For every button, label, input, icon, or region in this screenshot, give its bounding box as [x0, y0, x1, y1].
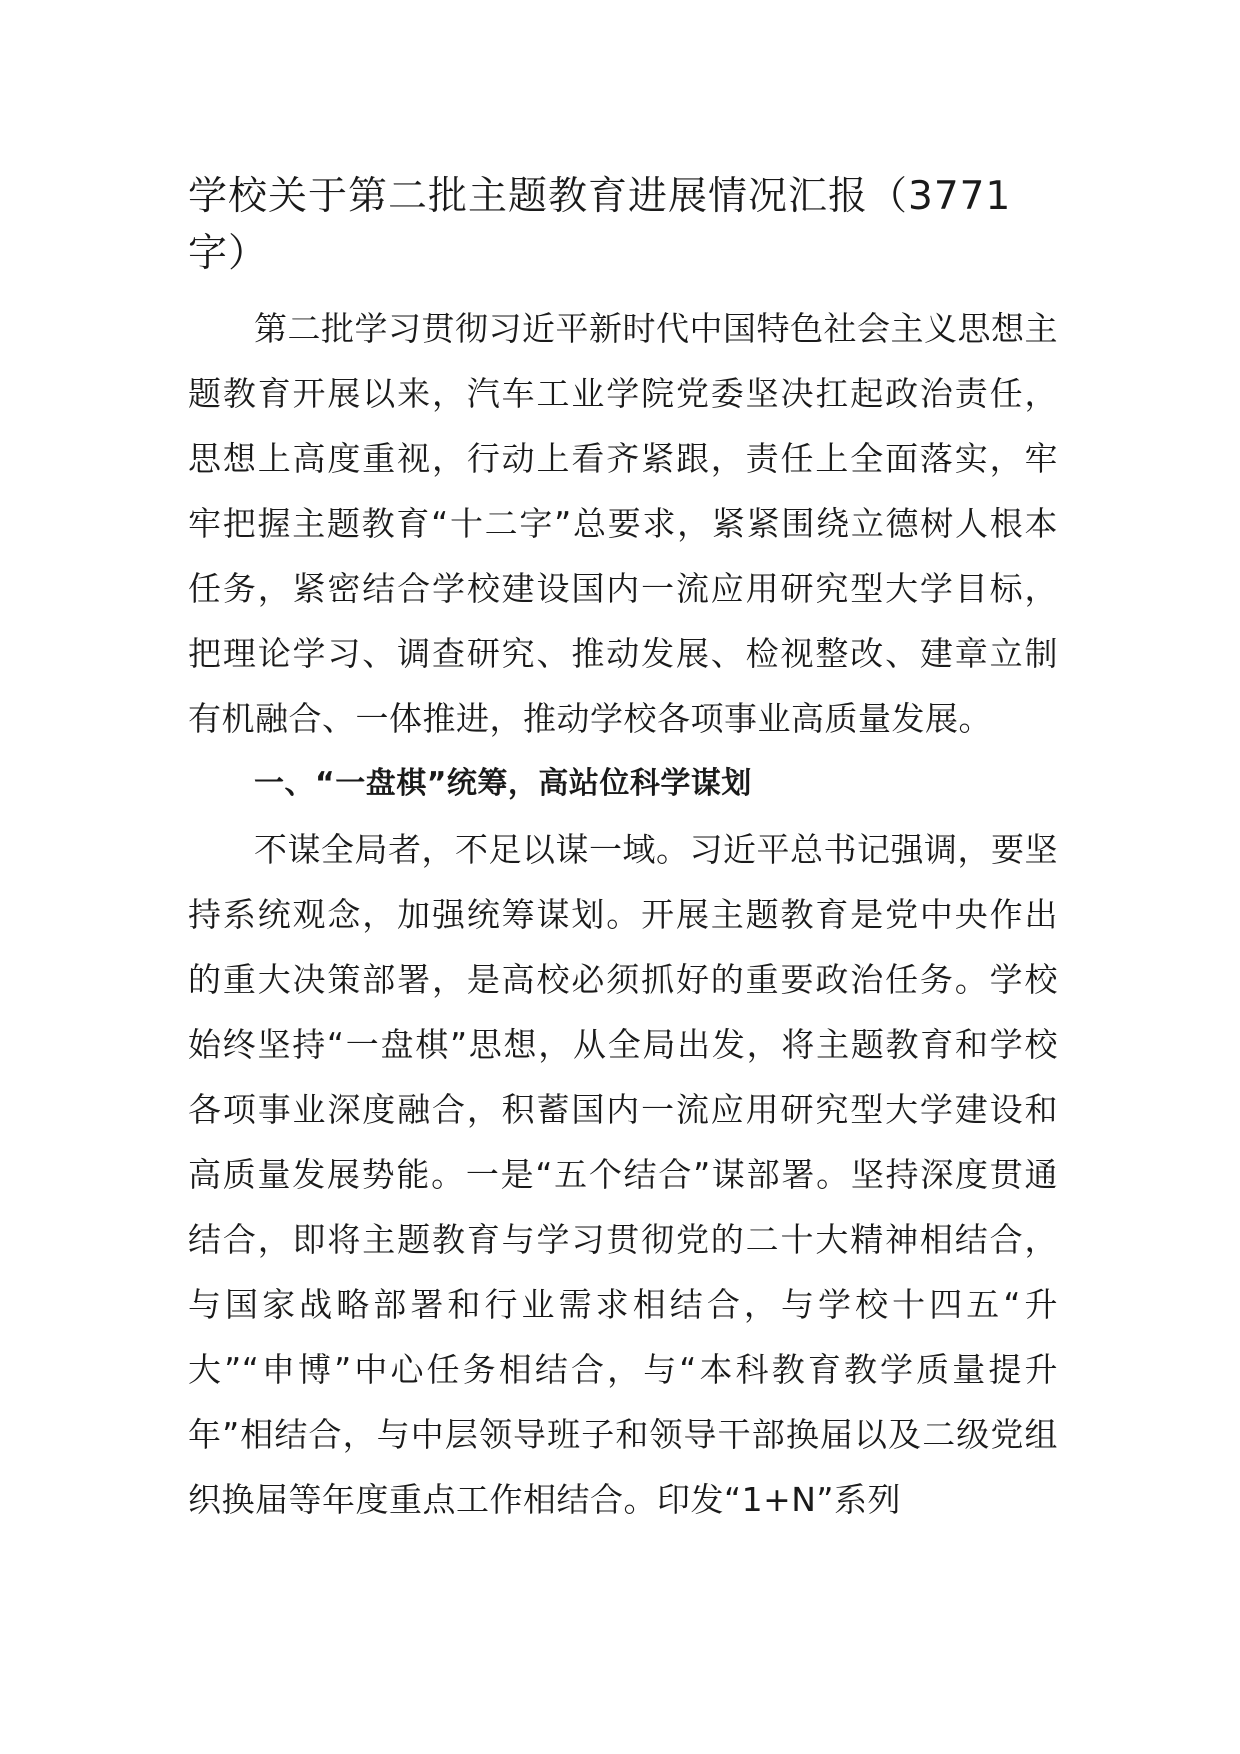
section-1-paragraph: 不谋全局者，不足以谋一域。习近平总书记强调，要坚持系统观念，加强统筹谋划。开展主题教育是党中央作出的重大决策部署，是高校必须抓好的重要政治任务。学校始终坚持“一盘棋”思想，从全局出发，将主题教育和学校各项事业深度融合，积蓄国内一流应用研究型大学建设和高质量发展势能。一是“五个结合”谋部署。坚持深度贯通结合，即将主题教育与学习贯彻党的二十大精神相结合，与国家战略部署和行业需求相结合，与学校十四五“升大”“申博”中心任务相结合，与“本科教育教学质量提升年”相结合，与中层领导班子和领导干部换届以及二级党组织换届等年度重点工作相结合。印发“1+N”系列 [188, 830, 1058, 1519]
document-title: 学校关于第二批主题教育进展情况汇报（3771字） [188, 174, 1012, 276]
document-page [188, 168, 1058, 1532]
intro-paragraph: 第二批学习贯彻习近平新时代中国特色社会主义思想主题教育开展以来，汽车工业学院党委坚决扛起政治责任，思想上高度重视，行动上看齐紧跟，责任上全面落实，牢牢把握主题教育“十二字”总要求，紧紧围绕立德树人根本任务，紧密结合学校建设国内一流应用研究型大学目标，把理论学习、调查研究、推动发展、检视整改、建章立制有机融合、一体推进，推动学校各项事业高质量发展。 [188, 309, 1058, 738]
section-heading-1: 一、“一盘棋”统筹，高站位科学谋划 [254, 766, 752, 801]
